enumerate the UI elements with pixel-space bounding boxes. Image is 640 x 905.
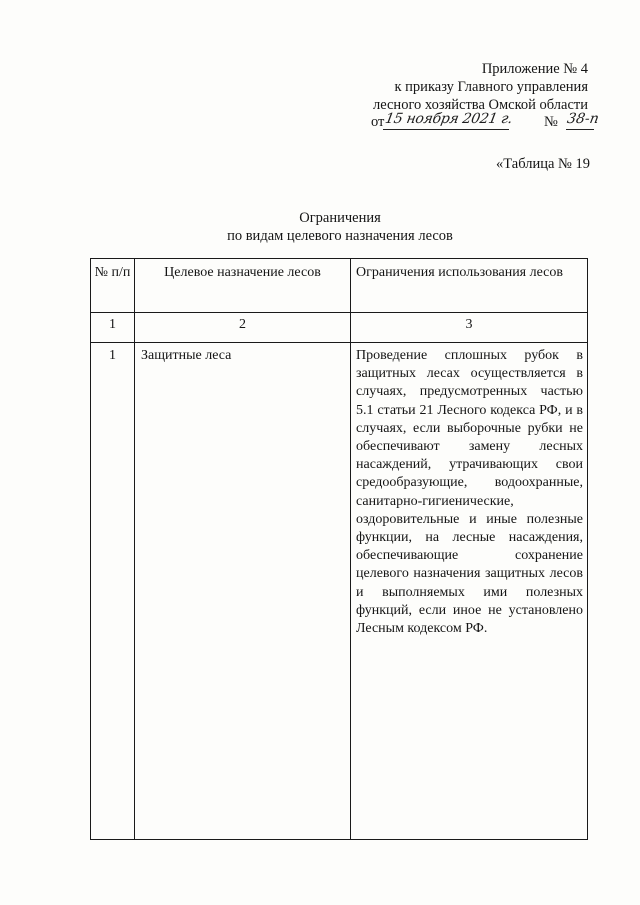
row-number: 1 [91, 343, 135, 840]
row-purpose: Защитные леса [135, 343, 351, 840]
order-date-handwritten: 15 ноября 2021 г. [383, 111, 514, 127]
order-number-label: № [544, 114, 558, 130]
annex-authority: лесного хозяйства Омской области [372, 97, 588, 113]
header-purpose: Целевое назначение лесов [135, 259, 351, 313]
table-row [91, 343, 588, 840]
table-reference: «Таблица № 19 [496, 156, 590, 172]
column-number-row [91, 313, 588, 343]
header-number: № п/п [91, 259, 135, 313]
header-restrictions: Ограничения использования лесов [351, 259, 588, 313]
table-header-row [91, 259, 588, 313]
column-number: 3 [351, 313, 588, 343]
annex-order-reference: к приказу Главного управления [394, 79, 588, 95]
number-underline [566, 129, 594, 130]
column-number: 2 [135, 313, 351, 343]
column-number: 1 [91, 313, 135, 343]
order-date-number [371, 111, 601, 135]
order-date-prefix: от [371, 114, 385, 130]
document-title: Ограничения [299, 210, 381, 226]
annex-number: Приложение № 4 [481, 61, 588, 77]
document-subtitle: по видам целевого назначения лесов [227, 228, 453, 244]
restrictions-table [90, 258, 588, 840]
order-number-handwritten: 38-п [565, 111, 601, 127]
annex-header [373, 60, 588, 114]
date-underline [383, 129, 509, 130]
row-restriction: Проведение сплошных рубок в защитных лесах осуществляется в случаях, предусмотренных частью 5.1 статьи 21 Лесного кодекса РФ, и в случаях, если выборочные рубки не обеспечивают замену лесных насаждений, утрачивающих свои средообразующие, водоохранные, санитарно-гигиенические, оздоровительные и иные полезные функции, на лесные насаждения, обеспечивающие сохранение целевого назначения защитных лесов и выполняемых ими полезных функций, если иное не установлено Лесным кодексом РФ. [351, 343, 588, 840]
